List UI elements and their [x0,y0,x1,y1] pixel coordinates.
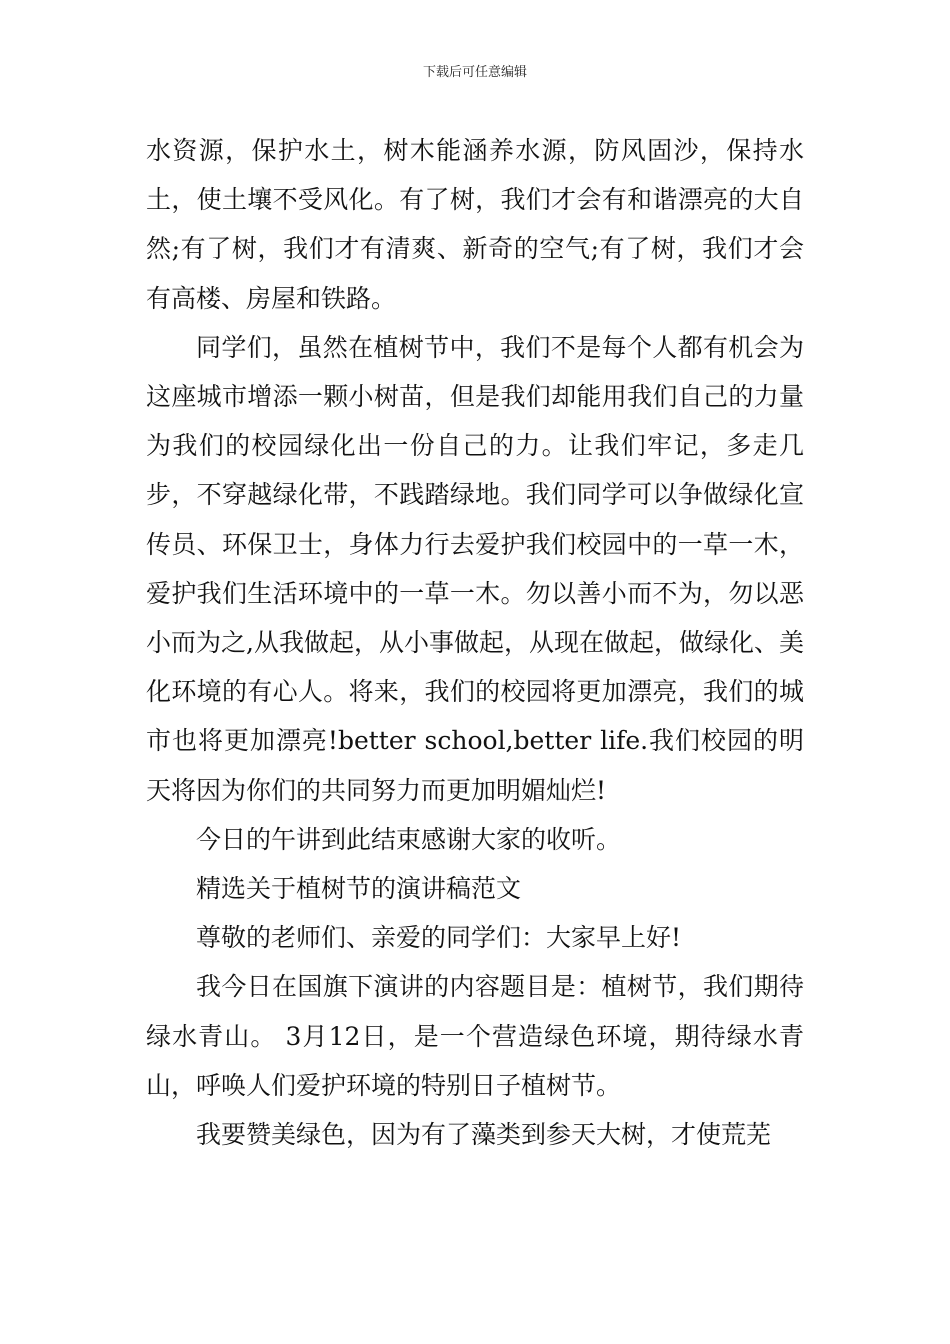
paragraph: 同学们，虽然在植树节中，我们不是每个人都有机会为这座城市增添一颗小树苗，但是我们却能用我们自己的力量为我们的校园绿化出一份自己的力。让我们牢记，多走几步，不穿越绿化带，不践踏绿地。我们同学可以争做绿化宣传员、环保卫士，身体力行去爱护我们校园中的一草一木，爱护我们生活环境中的一草一木。勿以善小而不为，勿以恶小而为之,从我做起，从小事做起，从现在做起，做绿化、美化环境的有心人。将来，我们的校园将更加漂亮，我们的城市也将更加漂亮!better school,better life.我们校园的明天将因为你们的共同努力而更加明媚灿烂! [146,332,804,805]
paragraph-continuation: 水资源，保护水土，树木能涵养水源，防风固沙，保持水土，使土壤不受风化。有了树，我们才会有和谐漂亮的大自然;有了树，我们才有清爽、新奇的空气;有了树，我们才会有高楼、房屋和铁路。 [146,136,804,313]
paragraph: 我今日在国旗下演讲的内容题目是：植树节，我们期待绿水青山。 3月12日，是一个营造绿色环境，期待绿水青山，呼唤人们爱护环境的特别日子植树节。 [146,972,804,1100]
document-body [146,126,804,1159]
page-header: 下载后可任意编辑 [422,65,527,80]
paragraph: 我要赞美绿色，因为有了藻类到参天大树，才使荒芜 [196,1120,772,1150]
paragraph: 今日的午讲到此结束感谢大家的收听。 [196,824,622,854]
section-title: 精选关于植树节的演讲稿范文 [196,874,522,904]
salutation: 尊敬的老师们、亲爱的同学们：大家早上好! [196,923,682,953]
